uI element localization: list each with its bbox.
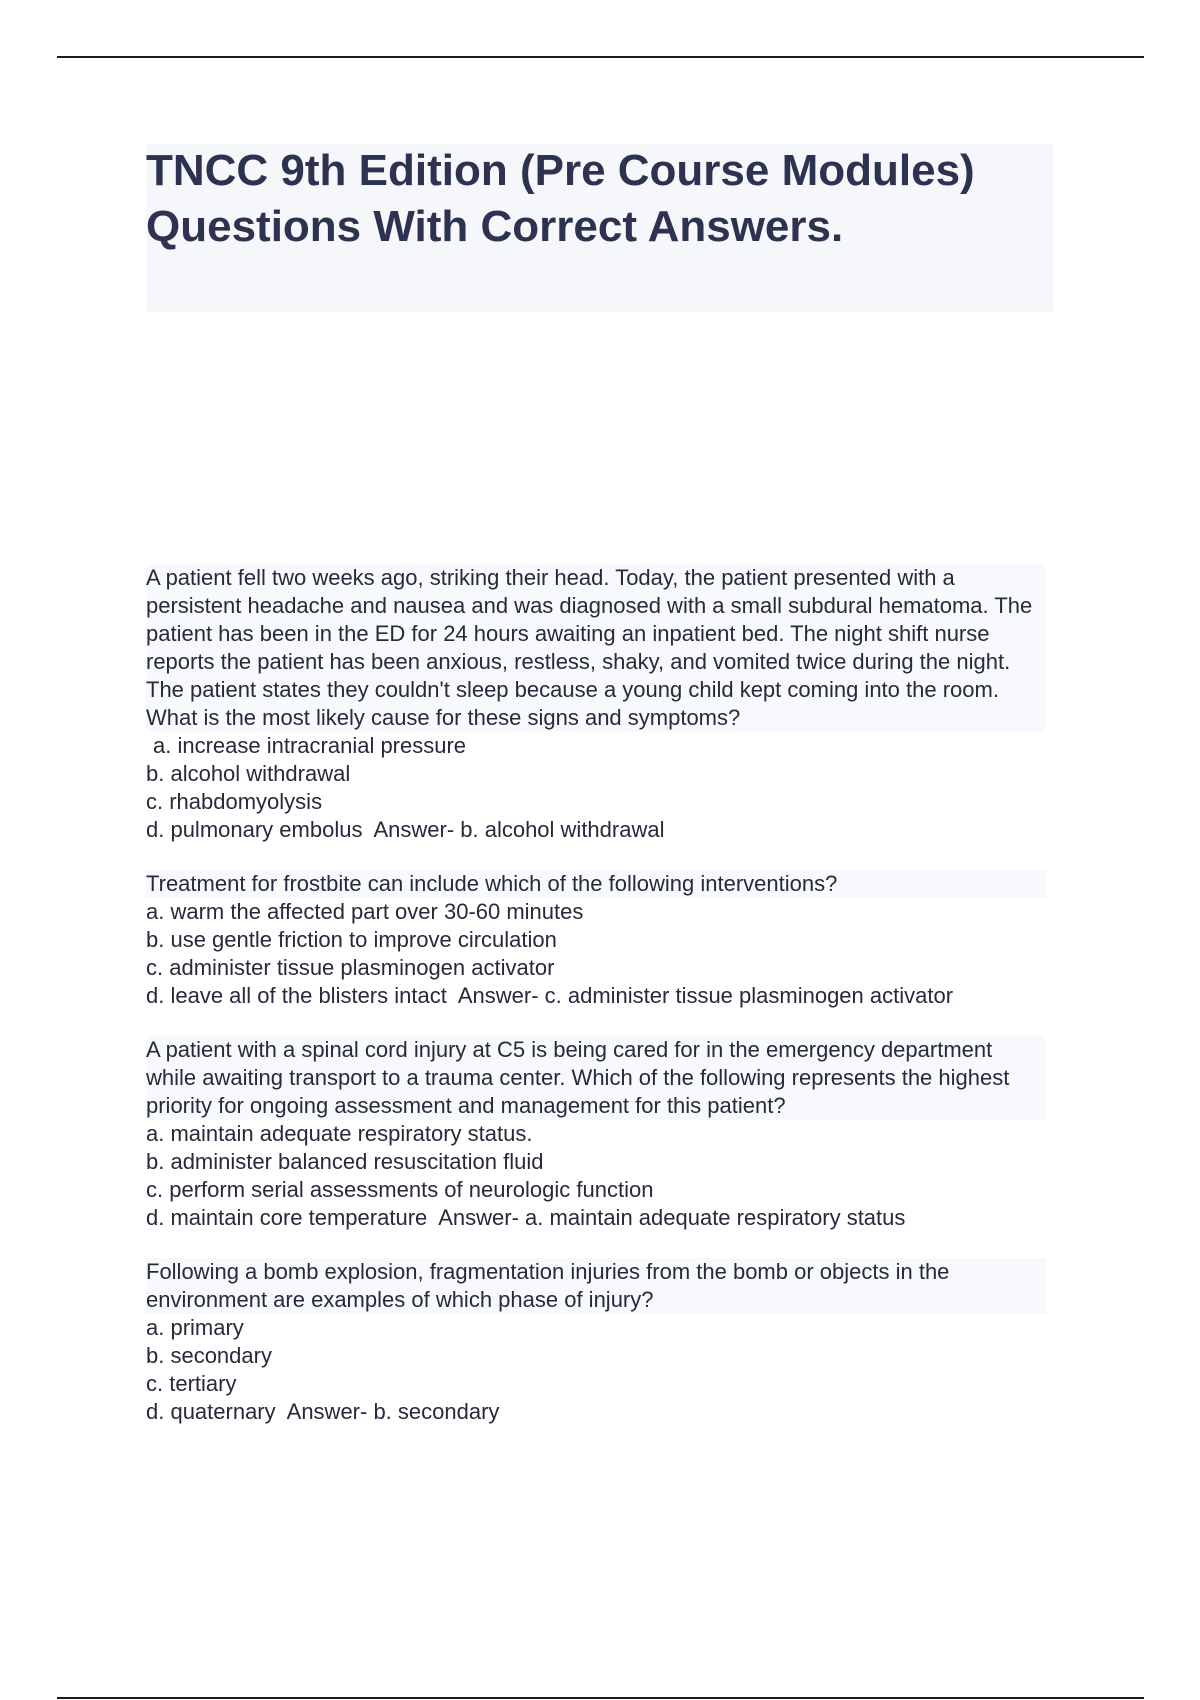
answer-option-with-answer: d. pulmonary embolus Answer- b. alcohol withdrawal bbox=[146, 817, 665, 842]
answer-option: b. administer balanced resuscitation fluid bbox=[146, 1149, 544, 1174]
qa-list bbox=[146, 564, 1066, 1452]
answer-option: c. administer tissue plasminogen activator bbox=[146, 955, 555, 980]
answer-option-with-answer: d. maintain core temperature Answer- a. maintain adequate respiratory status bbox=[146, 1205, 906, 1230]
answer-option: b. secondary bbox=[146, 1343, 272, 1368]
qa-item bbox=[146, 870, 1066, 1010]
qa-item bbox=[146, 1036, 1066, 1232]
top-rule bbox=[57, 56, 1144, 58]
answer-option: c. perform serial assessments of neurologic function bbox=[146, 1177, 654, 1202]
question-text: A patient fell two weeks ago, striking their head. Today, the patient presented with a persistent headache and nausea and was diagnosed with a small subdural hematoma. The patient has been in the ED for 24 hours awaiting an inpatient bed. The night shift nurse reports the patient has been anxious, restless, shaky, and vomited twice during the night. The patient states they couldn't sleep because a young child kept coming into the room. What is the most likely cause for these signs and symptoms? bbox=[146, 564, 1046, 732]
answer-option: a. primary bbox=[146, 1315, 244, 1340]
qa-item bbox=[146, 1258, 1066, 1426]
answer-option: c. tertiary bbox=[146, 1371, 237, 1396]
question-text: A patient with a spinal cord injury at C5 is being cared for in the emergency department while awaiting transport to a trauma center. Which of the following represents the highest priority for ongoing assessment and management for this patient? bbox=[146, 1036, 1046, 1120]
answer-option: c. rhabdomyolysis bbox=[146, 789, 323, 814]
answer-option: a. warm the affected part over 30-60 minutes bbox=[146, 899, 584, 924]
qa-item bbox=[146, 564, 1066, 844]
answer-option-with-answer: d. quaternary Answer- b. secondary bbox=[146, 1399, 500, 1424]
answer-option: a. maintain adequate respiratory status. bbox=[146, 1121, 533, 1146]
question-text: Treatment for frostbite can include which of the following interventions? bbox=[146, 870, 1046, 898]
question-text: Following a bomb explosion, fragmentation injuries from the bomb or objects in the environment are examples of which phase of injury? bbox=[146, 1258, 1046, 1314]
answer-option-with-answer: d. leave all of the blisters intact Answer- c. administer tissue plasminogen activator bbox=[146, 983, 954, 1008]
answer-option: b. alcohol withdrawal bbox=[146, 761, 351, 786]
answer-option: b. use gentle friction to improve circulation bbox=[146, 927, 557, 952]
answer-option: a. increase intracranial pressure bbox=[153, 733, 467, 758]
page-title: TNCC 9th Edition (Pre Course Modules) Questions With Correct Answers. bbox=[146, 146, 975, 251]
bottom-rule bbox=[57, 1697, 1144, 1699]
